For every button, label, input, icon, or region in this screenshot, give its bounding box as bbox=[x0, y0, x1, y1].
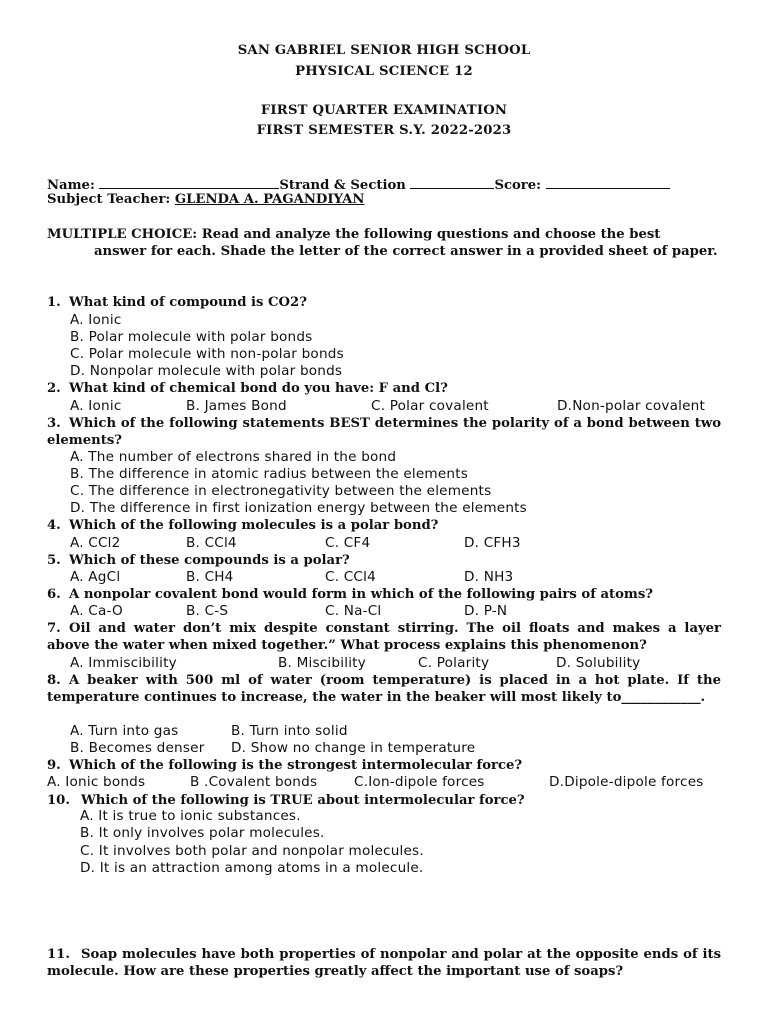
question-text: Which of the following is the strongest intermolecular force? bbox=[69, 758, 523, 773]
q5-option-d[interactable]: D. NH3 bbox=[464, 569, 514, 585]
q7-option-a[interactable]: A. Immiscibility bbox=[70, 655, 177, 671]
q8-option-a[interactable]: A. Turn into gas bbox=[70, 723, 179, 739]
question-7 bbox=[47, 620, 721, 654]
q7-option-d[interactable]: D. Solubility bbox=[556, 655, 641, 671]
question-text: What kind of chemical bond do you have: F and Cl? bbox=[69, 381, 448, 396]
question-9 bbox=[47, 757, 721, 774]
q2-option-b[interactable]: B. James Bond bbox=[186, 398, 287, 414]
q1-option-a[interactable]: A. Ionic bbox=[70, 312, 122, 328]
teacher-line bbox=[47, 192, 364, 207]
q4-option-d[interactable]: D. CFH3 bbox=[464, 535, 521, 551]
question-2 bbox=[47, 380, 721, 397]
q1-option-c[interactable]: C. Polar molecule with non-polar bonds bbox=[70, 346, 344, 362]
q9-option-c[interactable]: C.Ion-dipole forces bbox=[354, 774, 485, 790]
q4-option-a[interactable]: A. CCl2 bbox=[70, 535, 121, 551]
question-3 bbox=[47, 415, 721, 449]
teacher-name: GLENDA A. PAGANDIYAN bbox=[174, 192, 365, 207]
semester-title: FIRST SEMESTER S.Y. 2022-2023 bbox=[256, 123, 512, 138]
q10-option-a[interactable]: A. It is true to ionic substances. bbox=[80, 808, 301, 824]
instructions-rest: answer for each. Shade the letter of the correct answer in a provided sheet of paper. bbox=[94, 244, 718, 260]
q5-option-b[interactable]: B. CH4 bbox=[186, 569, 234, 585]
question-number: 3. bbox=[47, 416, 61, 431]
q10-option-d[interactable]: D. It is an attraction among atoms in a molecule. bbox=[80, 860, 424, 876]
question-text: Soap molecules have both properties of nonpolar and polar at the opposite ends of its molecule. How are these properties greatly affect the important use of soaps? bbox=[47, 947, 721, 980]
strand-blank[interactable] bbox=[410, 175, 494, 189]
question-number: 8. bbox=[47, 673, 61, 688]
q6-option-d[interactable]: D. P-N bbox=[464, 603, 508, 619]
question-number: 11. bbox=[47, 947, 70, 962]
q2-option-a[interactable]: A. Ionic bbox=[70, 398, 122, 414]
q1-option-d[interactable]: D. Nonpolar molecule with polar bonds bbox=[70, 363, 343, 379]
q9-option-d[interactable]: D.Dipole-dipole forces bbox=[549, 774, 704, 790]
q3-option-d[interactable]: D. The difference in first ionization energy between the elements bbox=[70, 500, 527, 516]
name-blank[interactable] bbox=[99, 175, 279, 189]
q7-option-c[interactable]: C. Polarity bbox=[418, 655, 490, 671]
q10-option-b[interactable]: B. It only involves polar molecules. bbox=[80, 825, 325, 841]
question-1 bbox=[47, 294, 721, 311]
q3-option-a[interactable]: A. The number of electrons shared in the bond bbox=[70, 449, 397, 465]
score-blank[interactable] bbox=[546, 175, 670, 189]
q4-option-b[interactable]: B. CCl4 bbox=[186, 535, 237, 551]
question-number: 9. bbox=[47, 758, 61, 773]
question-5 bbox=[47, 552, 721, 569]
q10-option-c[interactable]: C. It involves both polar and nonpolar molecules. bbox=[80, 843, 424, 859]
q2-option-c[interactable]: C. Polar covalent bbox=[371, 398, 489, 414]
question-4 bbox=[47, 517, 721, 534]
question-number: 4. bbox=[47, 518, 61, 533]
question-text: A nonpolar covalent bond would form in which of the following pairs of atoms? bbox=[69, 587, 653, 602]
q6-option-c[interactable]: C. Na-Cl bbox=[325, 603, 382, 619]
question-number: 10. bbox=[47, 793, 70, 808]
q4-option-c[interactable]: C. CF4 bbox=[325, 535, 371, 551]
q2-option-d[interactable]: D.Non-polar covalent bbox=[557, 398, 706, 414]
question-text: What kind of compound is CO2? bbox=[69, 295, 307, 310]
question-number: 2. bbox=[47, 381, 61, 396]
exam-title: FIRST QUARTER EXAMINATION bbox=[260, 103, 508, 118]
q9-option-a[interactable]: A. Ionic bonds bbox=[47, 774, 146, 790]
q3-option-b[interactable]: B. The difference in atomic radius between the elements bbox=[70, 466, 469, 482]
question-text: Oil and water don’t mix despite constant stirring. The oil floats and makes a layer above the water when mixed together.” What process explains this phenomenon? bbox=[47, 621, 721, 654]
instructions-label: MULTIPLE CHOICE: bbox=[47, 227, 198, 242]
question-11 bbox=[47, 946, 721, 980]
question-text: A beaker with 500 ml of water (room temperature) is placed in a hot plate. If the temperature continues to increase, the water in the beaker will most likely to bbox=[47, 673, 721, 706]
question-text: Which of the following is TRUE about intermolecular force? bbox=[81, 793, 525, 808]
q6-option-a[interactable]: A. Ca-O bbox=[70, 603, 123, 619]
question-8 bbox=[47, 672, 721, 706]
q5-option-c[interactable]: C. CCl4 bbox=[325, 569, 376, 585]
question-text: Which of these compounds is a polar? bbox=[69, 553, 350, 568]
answer-blank[interactable]: ____________. bbox=[621, 690, 706, 706]
question-number: 6. bbox=[47, 587, 61, 602]
q1-option-b[interactable]: B. Polar molecule with polar bonds bbox=[70, 329, 313, 345]
question-6 bbox=[47, 586, 721, 603]
question-number: 7. bbox=[47, 621, 61, 636]
name-line bbox=[47, 175, 670, 193]
q5-option-a[interactable]: A. AgCl bbox=[70, 569, 121, 585]
question-number: 5. bbox=[47, 553, 61, 568]
question-number: 1. bbox=[47, 295, 61, 310]
q8-option-b[interactable]: B. Turn into solid bbox=[231, 723, 348, 739]
q9-option-b[interactable]: B .Covalent bonds bbox=[190, 774, 318, 790]
question-text: Which of the following statements BEST determines the polarity of a bond between two elements? bbox=[47, 416, 721, 449]
score-label: Score: bbox=[494, 178, 541, 193]
instructions bbox=[47, 226, 721, 260]
subject-title: PHYSICAL SCIENCE 12 bbox=[295, 64, 473, 79]
q8-option-c[interactable]: B. Becomes denser bbox=[70, 740, 205, 756]
question-text: Which of the following molecules is a polar bond? bbox=[69, 518, 439, 533]
q7-option-b[interactable]: B. Miscibility bbox=[278, 655, 366, 671]
strand-label: Strand & Section bbox=[279, 178, 406, 193]
question-10 bbox=[47, 792, 721, 809]
instructions-first-line: Read and analyze the following questions and choose the best bbox=[197, 227, 661, 242]
q3-option-c[interactable]: C. The difference in electronegativity between the elements bbox=[70, 483, 492, 499]
q6-option-b[interactable]: B. C-S bbox=[186, 603, 229, 619]
teacher-label: Subject Teacher: bbox=[47, 192, 171, 207]
school-name: SAN GABRIEL SENIOR HIGH SCHOOL bbox=[237, 43, 531, 58]
q8-option-d[interactable]: D. Show no change in temperature bbox=[231, 740, 476, 756]
name-label: Name: bbox=[47, 178, 95, 193]
